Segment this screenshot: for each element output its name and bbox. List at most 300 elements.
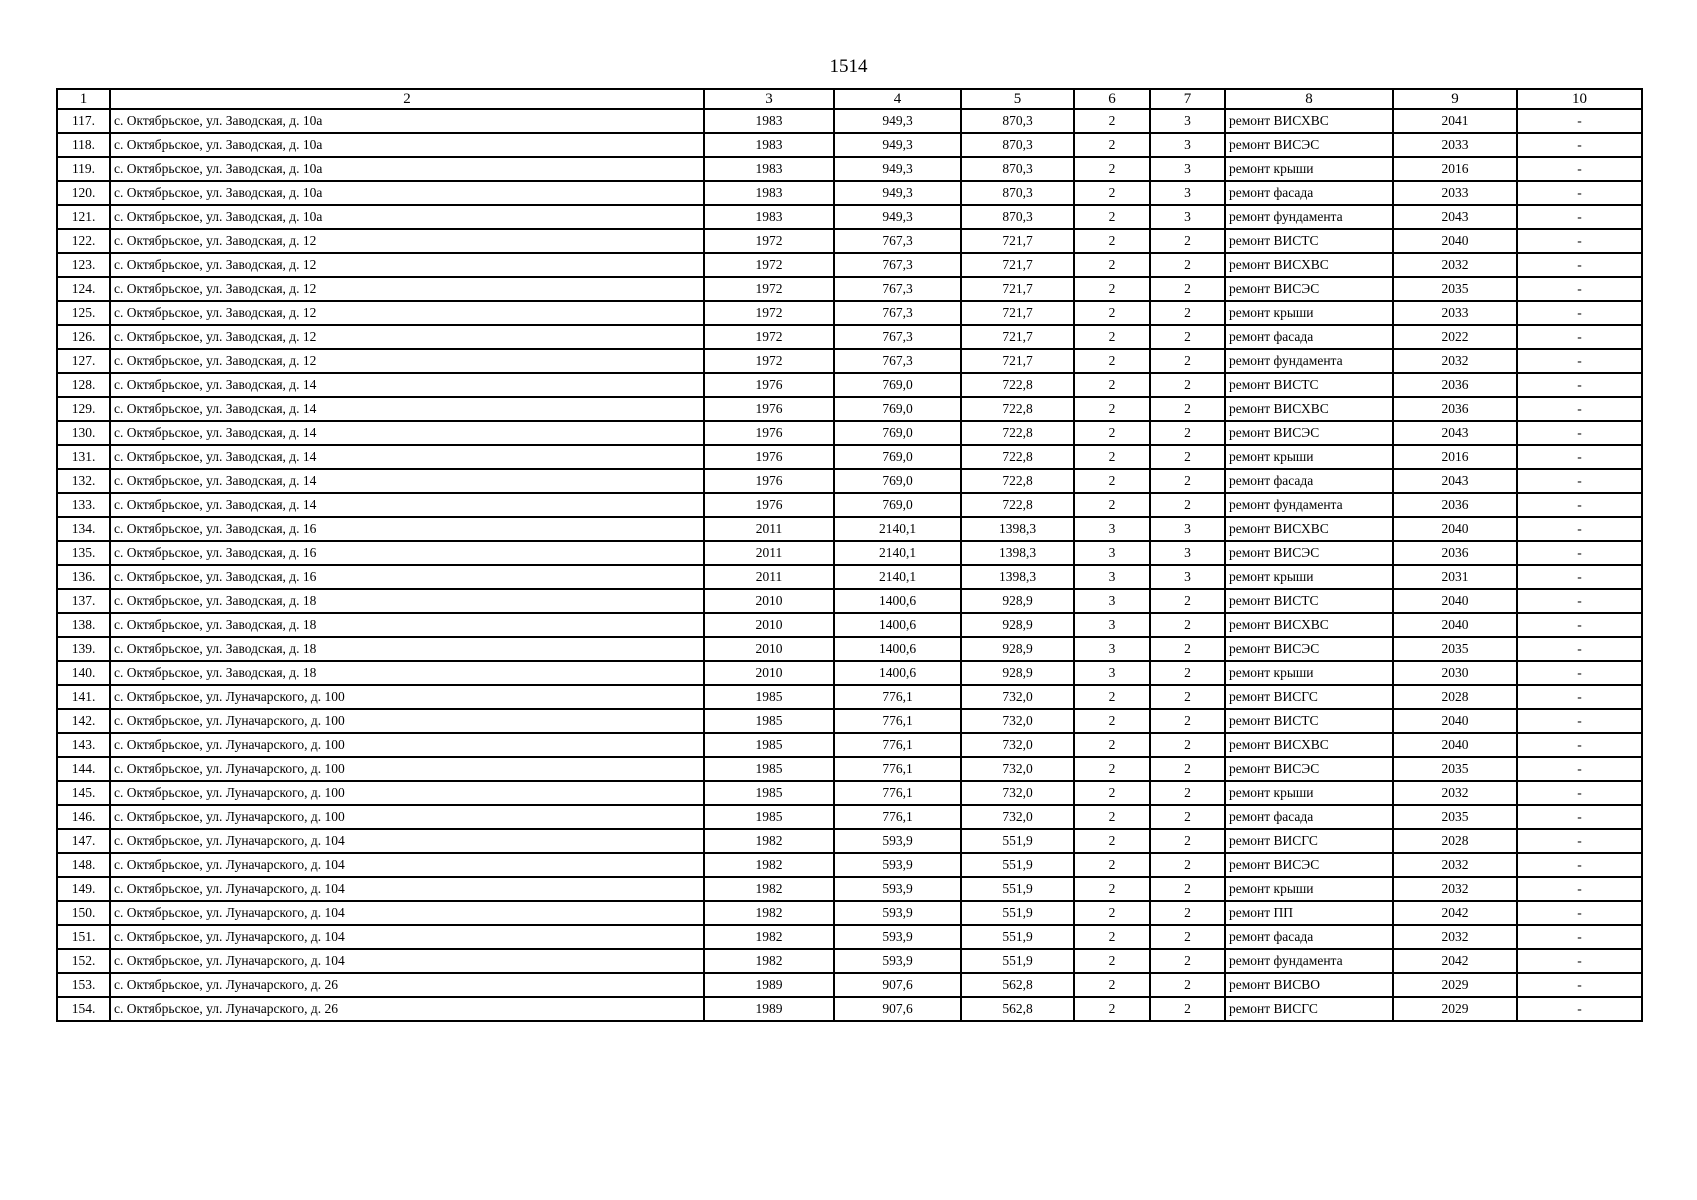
cell-entrances: 2 <box>1150 277 1225 301</box>
cell-total-area: 776,1 <box>834 757 961 781</box>
cell-entrances: 2 <box>1150 325 1225 349</box>
cell-note: - <box>1517 181 1642 205</box>
cell-total-area: 2140,1 <box>834 565 961 589</box>
cell-address: с. Октябрьское, ул. Заводская, д. 18 <box>110 589 704 613</box>
cell-planned-year: 2032 <box>1393 253 1517 277</box>
table-row <box>57 637 1642 661</box>
cell-living-area: 928,9 <box>961 613 1074 637</box>
cell-entrances: 2 <box>1150 733 1225 757</box>
cell-note: - <box>1517 925 1642 949</box>
cell-work-type: ремонт ПП <box>1225 901 1393 925</box>
cell-floors: 2 <box>1074 469 1150 493</box>
cell-year-built: 2010 <box>704 613 834 637</box>
cell-row-number: 143. <box>57 733 110 757</box>
cell-year-built: 1976 <box>704 493 834 517</box>
cell-living-area: 722,8 <box>961 493 1074 517</box>
cell-entrances: 3 <box>1150 541 1225 565</box>
cell-entrances: 2 <box>1150 589 1225 613</box>
cell-row-number: 129. <box>57 397 110 421</box>
table-row <box>57 781 1642 805</box>
cell-work-type: ремонт ВИСЭС <box>1225 853 1393 877</box>
cell-living-area: 721,7 <box>961 349 1074 373</box>
cell-year-built: 1976 <box>704 445 834 469</box>
table-row <box>57 901 1642 925</box>
cell-address: с. Октябрьское, ул. Заводская, д. 12 <box>110 325 704 349</box>
cell-living-area: 721,7 <box>961 229 1074 253</box>
cell-planned-year: 2042 <box>1393 949 1517 973</box>
cell-floors: 2 <box>1074 373 1150 397</box>
cell-work-type: ремонт ВИСХВС <box>1225 397 1393 421</box>
cell-total-area: 2140,1 <box>834 541 961 565</box>
cell-note: - <box>1517 325 1642 349</box>
cell-year-built: 1989 <box>704 997 834 1021</box>
cell-total-area: 767,3 <box>834 277 961 301</box>
cell-living-area: 732,0 <box>961 757 1074 781</box>
cell-work-type: ремонт фасада <box>1225 925 1393 949</box>
cell-work-type: ремонт фундамента <box>1225 349 1393 373</box>
cell-address: с. Октябрьское, ул. Заводская, д. 16 <box>110 517 704 541</box>
cell-address: с. Октябрьское, ул. Заводская, д. 10а <box>110 205 704 229</box>
cell-row-number: 127. <box>57 349 110 373</box>
cell-year-built: 1983 <box>704 109 834 133</box>
cell-row-number: 138. <box>57 613 110 637</box>
cell-floors: 3 <box>1074 661 1150 685</box>
cell-planned-year: 2036 <box>1393 373 1517 397</box>
cell-entrances: 2 <box>1150 805 1225 829</box>
cell-floors: 2 <box>1074 229 1150 253</box>
cell-year-built: 1982 <box>704 949 834 973</box>
cell-year-built: 1983 <box>704 181 834 205</box>
cell-row-number: 141. <box>57 685 110 709</box>
cell-note: - <box>1517 709 1642 733</box>
table-row <box>57 541 1642 565</box>
cell-row-number: 122. <box>57 229 110 253</box>
table-row <box>57 325 1642 349</box>
cell-living-area: 551,9 <box>961 949 1074 973</box>
cell-planned-year: 2040 <box>1393 613 1517 637</box>
cell-address: с. Октябрьское, ул. Заводская, д. 10а <box>110 181 704 205</box>
cell-row-number: 128. <box>57 373 110 397</box>
column-header: 7 <box>1150 89 1225 109</box>
cell-address: с. Октябрьское, ул. Заводская, д. 12 <box>110 301 704 325</box>
cell-address: с. Октябрьское, ул. Заводская, д. 16 <box>110 565 704 589</box>
column-header: 9 <box>1393 89 1517 109</box>
cell-row-number: 144. <box>57 757 110 781</box>
cell-living-area: 551,9 <box>961 877 1074 901</box>
cell-year-built: 1989 <box>704 973 834 997</box>
cell-planned-year: 2035 <box>1393 805 1517 829</box>
cell-floors: 2 <box>1074 901 1150 925</box>
cell-work-type: ремонт ВИСХВС <box>1225 517 1393 541</box>
cell-entrances: 2 <box>1150 685 1225 709</box>
cell-row-number: 121. <box>57 205 110 229</box>
cell-address: с. Октябрьское, ул. Заводская, д. 10а <box>110 109 704 133</box>
table-row <box>57 397 1642 421</box>
cell-work-type: ремонт ВИСХВС <box>1225 613 1393 637</box>
cell-total-area: 767,3 <box>834 229 961 253</box>
cell-living-area: 722,8 <box>961 373 1074 397</box>
table-row <box>57 181 1642 205</box>
cell-entrances: 2 <box>1150 469 1225 493</box>
cell-total-area: 1400,6 <box>834 637 961 661</box>
cell-note: - <box>1517 877 1642 901</box>
cell-row-number: 152. <box>57 949 110 973</box>
cell-planned-year: 2036 <box>1393 397 1517 421</box>
cell-year-built: 1972 <box>704 277 834 301</box>
column-header: 1 <box>57 89 110 109</box>
cell-note: - <box>1517 349 1642 373</box>
cell-note: - <box>1517 253 1642 277</box>
cell-row-number: 148. <box>57 853 110 877</box>
cell-year-built: 1982 <box>704 925 834 949</box>
cell-total-area: 1400,6 <box>834 613 961 637</box>
column-header: 2 <box>110 89 704 109</box>
cell-address: с. Октябрьское, ул. Заводская, д. 14 <box>110 421 704 445</box>
cell-address: с. Октябрьское, ул. Заводская, д. 12 <box>110 277 704 301</box>
cell-note: - <box>1517 469 1642 493</box>
cell-entrances: 3 <box>1150 157 1225 181</box>
cell-row-number: 124. <box>57 277 110 301</box>
cell-note: - <box>1517 517 1642 541</box>
column-header: 6 <box>1074 89 1150 109</box>
cell-total-area: 593,9 <box>834 877 961 901</box>
cell-year-built: 1985 <box>704 781 834 805</box>
cell-planned-year: 2029 <box>1393 997 1517 1021</box>
cell-floors: 2 <box>1074 445 1150 469</box>
cell-living-area: 721,7 <box>961 277 1074 301</box>
table-row <box>57 493 1642 517</box>
cell-floors: 2 <box>1074 781 1150 805</box>
cell-floors: 3 <box>1074 565 1150 589</box>
cell-address: с. Октябрьское, ул. Луначарского, д. 100 <box>110 805 704 829</box>
cell-floors: 2 <box>1074 925 1150 949</box>
cell-address: с. Октябрьское, ул. Заводская, д. 18 <box>110 637 704 661</box>
cell-note: - <box>1517 373 1642 397</box>
cell-note: - <box>1517 781 1642 805</box>
cell-work-type: ремонт крыши <box>1225 565 1393 589</box>
cell-floors: 2 <box>1074 805 1150 829</box>
cell-address: с. Октябрьское, ул. Заводская, д. 14 <box>110 493 704 517</box>
cell-planned-year: 2033 <box>1393 133 1517 157</box>
cell-living-area: 870,3 <box>961 109 1074 133</box>
table-row <box>57 997 1642 1021</box>
cell-year-built: 1976 <box>704 469 834 493</box>
cell-planned-year: 2036 <box>1393 541 1517 565</box>
cell-living-area: 928,9 <box>961 637 1074 661</box>
cell-address: с. Октябрьское, ул. Заводская, д. 18 <box>110 613 704 637</box>
cell-total-area: 907,6 <box>834 997 961 1021</box>
cell-planned-year: 2042 <box>1393 901 1517 925</box>
cell-work-type: ремонт фасада <box>1225 325 1393 349</box>
cell-floors: 2 <box>1074 829 1150 853</box>
cell-living-area: 870,3 <box>961 133 1074 157</box>
table-row <box>57 949 1642 973</box>
cell-total-area: 949,3 <box>834 181 961 205</box>
cell-floors: 2 <box>1074 181 1150 205</box>
cell-planned-year: 2040 <box>1393 733 1517 757</box>
column-header: 10 <box>1517 89 1642 109</box>
cell-total-area: 776,1 <box>834 805 961 829</box>
cell-entrances: 2 <box>1150 853 1225 877</box>
cell-year-built: 1982 <box>704 901 834 925</box>
cell-address: с. Октябрьское, ул. Заводская, д. 18 <box>110 661 704 685</box>
cell-note: - <box>1517 421 1642 445</box>
cell-row-number: 126. <box>57 325 110 349</box>
cell-entrances: 3 <box>1150 565 1225 589</box>
cell-note: - <box>1517 229 1642 253</box>
cell-year-built: 1972 <box>704 349 834 373</box>
cell-entrances: 2 <box>1150 613 1225 637</box>
table-row <box>57 877 1642 901</box>
column-header: 4 <box>834 89 961 109</box>
table-row <box>57 349 1642 373</box>
table-row <box>57 229 1642 253</box>
cell-living-area: 722,8 <box>961 445 1074 469</box>
cell-floors: 2 <box>1074 949 1150 973</box>
cell-entrances: 3 <box>1150 181 1225 205</box>
cell-living-area: 870,3 <box>961 181 1074 205</box>
cell-row-number: 154. <box>57 997 110 1021</box>
cell-address: с. Октябрьское, ул. Луначарского, д. 100 <box>110 733 704 757</box>
table-row <box>57 661 1642 685</box>
cell-row-number: 117. <box>57 109 110 133</box>
cell-floors: 2 <box>1074 733 1150 757</box>
cell-entrances: 2 <box>1150 253 1225 277</box>
cell-floors: 2 <box>1074 877 1150 901</box>
table-body <box>57 109 1642 1021</box>
cell-work-type: ремонт ВИСТС <box>1225 709 1393 733</box>
table-row <box>57 685 1642 709</box>
cell-note: - <box>1517 445 1642 469</box>
cell-planned-year: 2043 <box>1393 421 1517 445</box>
cell-total-area: 593,9 <box>834 901 961 925</box>
cell-total-area: 767,3 <box>834 253 961 277</box>
cell-work-type: ремонт фундамента <box>1225 493 1393 517</box>
cell-planned-year: 2033 <box>1393 181 1517 205</box>
cell-address: с. Октябрьское, ул. Заводская, д. 10а <box>110 133 704 157</box>
cell-note: - <box>1517 565 1642 589</box>
cell-address: с. Октябрьское, ул. Заводская, д. 16 <box>110 541 704 565</box>
cell-year-built: 2010 <box>704 637 834 661</box>
cell-entrances: 3 <box>1150 517 1225 541</box>
cell-work-type: ремонт крыши <box>1225 445 1393 469</box>
cell-address: с. Октябрьское, ул. Луначарского, д. 26 <box>110 973 704 997</box>
cell-year-built: 1983 <box>704 157 834 181</box>
cell-row-number: 146. <box>57 805 110 829</box>
cell-total-area: 769,0 <box>834 421 961 445</box>
table-row <box>57 709 1642 733</box>
cell-floors: 2 <box>1074 853 1150 877</box>
cell-planned-year: 2033 <box>1393 301 1517 325</box>
cell-work-type: ремонт ВИСТС <box>1225 373 1393 397</box>
cell-address: с. Октябрьское, ул. Луначарского, д. 26 <box>110 997 704 1021</box>
table-row <box>57 853 1642 877</box>
cell-work-type: ремонт ВИСЭС <box>1225 277 1393 301</box>
cell-row-number: 131. <box>57 445 110 469</box>
cell-planned-year: 2022 <box>1393 325 1517 349</box>
column-header: 3 <box>704 89 834 109</box>
cell-planned-year: 2043 <box>1393 469 1517 493</box>
cell-entrances: 2 <box>1150 421 1225 445</box>
cell-floors: 2 <box>1074 157 1150 181</box>
cell-planned-year: 2032 <box>1393 877 1517 901</box>
cell-row-number: 134. <box>57 517 110 541</box>
cell-entrances: 2 <box>1150 229 1225 253</box>
cell-entrances: 2 <box>1150 301 1225 325</box>
cell-note: - <box>1517 685 1642 709</box>
cell-floors: 2 <box>1074 301 1150 325</box>
cell-work-type: ремонт крыши <box>1225 877 1393 901</box>
cell-year-built: 1972 <box>704 229 834 253</box>
cell-floors: 3 <box>1074 517 1150 541</box>
column-header: 8 <box>1225 89 1393 109</box>
cell-living-area: 721,7 <box>961 325 1074 349</box>
cell-planned-year: 2032 <box>1393 925 1517 949</box>
cell-note: - <box>1517 661 1642 685</box>
cell-row-number: 150. <box>57 901 110 925</box>
cell-living-area: 1398,3 <box>961 565 1074 589</box>
cell-work-type: ремонт ВИСЭС <box>1225 637 1393 661</box>
cell-year-built: 2011 <box>704 517 834 541</box>
cell-work-type: ремонт ВИСЭС <box>1225 541 1393 565</box>
cell-address: с. Октябрьское, ул. Луначарского, д. 100 <box>110 709 704 733</box>
cell-address: с. Октябрьское, ул. Заводская, д. 12 <box>110 349 704 373</box>
cell-note: - <box>1517 109 1642 133</box>
cell-note: - <box>1517 205 1642 229</box>
cell-note: - <box>1517 613 1642 637</box>
cell-total-area: 1400,6 <box>834 589 961 613</box>
cell-address: с. Октябрьское, ул. Заводская, д. 14 <box>110 469 704 493</box>
cell-floors: 3 <box>1074 589 1150 613</box>
cell-living-area: 870,3 <box>961 205 1074 229</box>
cell-work-type: ремонт ВИСТС <box>1225 589 1393 613</box>
cell-year-built: 1972 <box>704 325 834 349</box>
cell-row-number: 118. <box>57 133 110 157</box>
cell-note: - <box>1517 949 1642 973</box>
table-row <box>57 205 1642 229</box>
cell-address: с. Октябрьское, ул. Луначарского, д. 104 <box>110 925 704 949</box>
cell-entrances: 2 <box>1150 781 1225 805</box>
cell-total-area: 767,3 <box>834 301 961 325</box>
cell-living-area: 732,0 <box>961 805 1074 829</box>
cell-work-type: ремонт крыши <box>1225 661 1393 685</box>
cell-note: - <box>1517 829 1642 853</box>
cell-year-built: 1976 <box>704 373 834 397</box>
cell-row-number: 147. <box>57 829 110 853</box>
cell-row-number: 139. <box>57 637 110 661</box>
cell-year-built: 2010 <box>704 589 834 613</box>
cell-year-built: 1976 <box>704 397 834 421</box>
cell-entrances: 2 <box>1150 637 1225 661</box>
cell-work-type: ремонт фундамента <box>1225 949 1393 973</box>
cell-row-number: 125. <box>57 301 110 325</box>
cell-entrances: 2 <box>1150 373 1225 397</box>
cell-work-type: ремонт крыши <box>1225 781 1393 805</box>
cell-living-area: 1398,3 <box>961 541 1074 565</box>
cell-total-area: 769,0 <box>834 397 961 421</box>
cell-row-number: 123. <box>57 253 110 277</box>
table-row <box>57 445 1642 469</box>
cell-total-area: 949,3 <box>834 205 961 229</box>
cell-floors: 2 <box>1074 253 1150 277</box>
cell-living-area: 870,3 <box>961 157 1074 181</box>
table-row <box>57 421 1642 445</box>
table-row <box>57 157 1642 181</box>
cell-planned-year: 2040 <box>1393 517 1517 541</box>
table-row <box>57 469 1642 493</box>
table-row <box>57 973 1642 997</box>
cell-address: с. Октябрьское, ул. Луначарского, д. 104 <box>110 829 704 853</box>
table-row <box>57 829 1642 853</box>
cell-year-built: 1972 <box>704 301 834 325</box>
cell-row-number: 136. <box>57 565 110 589</box>
cell-planned-year: 2043 <box>1393 205 1517 229</box>
cell-floors: 2 <box>1074 709 1150 733</box>
cell-living-area: 562,8 <box>961 997 1074 1021</box>
cell-year-built: 1982 <box>704 877 834 901</box>
cell-row-number: 140. <box>57 661 110 685</box>
cell-year-built: 1985 <box>704 709 834 733</box>
cell-entrances: 2 <box>1150 493 1225 517</box>
cell-living-area: 722,8 <box>961 397 1074 421</box>
cell-address: с. Октябрьское, ул. Луначарского, д. 100 <box>110 781 704 805</box>
cell-note: - <box>1517 853 1642 877</box>
table-row <box>57 565 1642 589</box>
cell-entrances: 3 <box>1150 109 1225 133</box>
cell-work-type: ремонт ВИСХВС <box>1225 109 1393 133</box>
cell-planned-year: 2028 <box>1393 829 1517 853</box>
cell-total-area: 907,6 <box>834 973 961 997</box>
cell-entrances: 2 <box>1150 397 1225 421</box>
cell-row-number: 153. <box>57 973 110 997</box>
cell-note: - <box>1517 493 1642 517</box>
cell-work-type: ремонт ВИСЭС <box>1225 133 1393 157</box>
cell-floors: 2 <box>1074 685 1150 709</box>
cell-work-type: ремонт ВИСХВС <box>1225 253 1393 277</box>
table-row <box>57 925 1642 949</box>
cell-total-area: 949,3 <box>834 109 961 133</box>
cell-work-type: ремонт ВИСГС <box>1225 829 1393 853</box>
cell-planned-year: 2032 <box>1393 781 1517 805</box>
cell-row-number: 137. <box>57 589 110 613</box>
cell-total-area: 1400,6 <box>834 661 961 685</box>
cell-row-number: 135. <box>57 541 110 565</box>
cell-living-area: 722,8 <box>961 421 1074 445</box>
cell-living-area: 1398,3 <box>961 517 1074 541</box>
cell-entrances: 3 <box>1150 205 1225 229</box>
cell-row-number: 142. <box>57 709 110 733</box>
cell-entrances: 2 <box>1150 661 1225 685</box>
cell-total-area: 949,3 <box>834 157 961 181</box>
cell-work-type: ремонт ВИСГС <box>1225 997 1393 1021</box>
cell-work-type: ремонт фасада <box>1225 469 1393 493</box>
cell-planned-year: 2016 <box>1393 445 1517 469</box>
cell-planned-year: 2035 <box>1393 637 1517 661</box>
cell-planned-year: 2032 <box>1393 349 1517 373</box>
register-table <box>56 88 1643 1022</box>
table-row <box>57 613 1642 637</box>
cell-note: - <box>1517 541 1642 565</box>
cell-planned-year: 2029 <box>1393 973 1517 997</box>
cell-note: - <box>1517 637 1642 661</box>
cell-note: - <box>1517 133 1642 157</box>
cell-work-type: ремонт ВИСЭС <box>1225 421 1393 445</box>
cell-row-number: 145. <box>57 781 110 805</box>
cell-living-area: 562,8 <box>961 973 1074 997</box>
cell-floors: 3 <box>1074 541 1150 565</box>
cell-planned-year: 2041 <box>1393 109 1517 133</box>
cell-note: - <box>1517 805 1642 829</box>
